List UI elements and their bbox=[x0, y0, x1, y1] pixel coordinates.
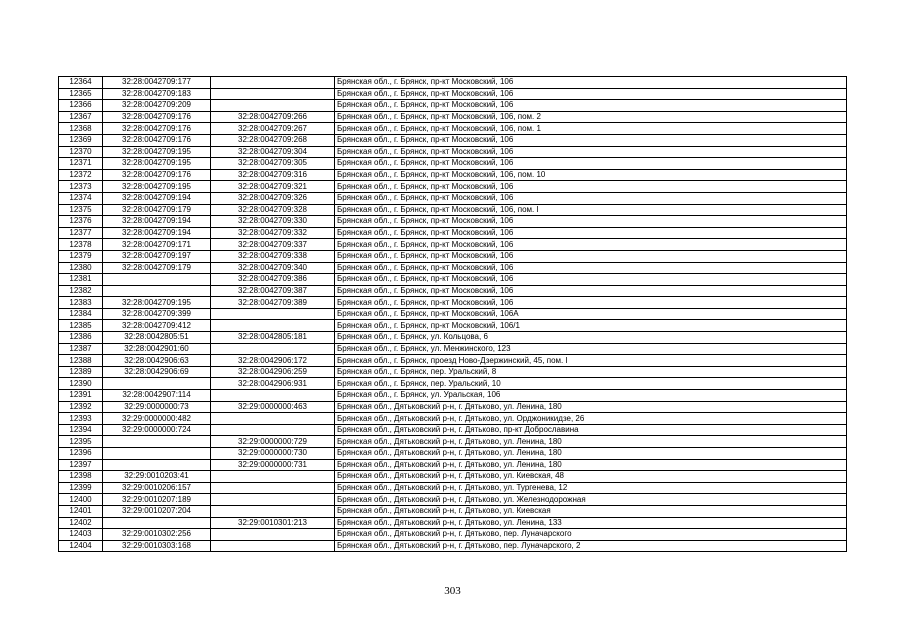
table-row bbox=[59, 517, 847, 529]
row-number-cell: 12383 bbox=[59, 297, 103, 309]
address-cell: Брянская обл., Дятьковский р-н, г. Дятьково, ул. Киевская bbox=[335, 505, 847, 517]
table-row bbox=[59, 494, 847, 506]
parcel-cadastral-number-cell bbox=[103, 459, 211, 471]
address-cell: Брянская обл., г. Брянск, пр-кт Московский, 106 bbox=[335, 146, 847, 158]
address-cell: Брянская обл., Дятьковский р-н, г. Дятьково, пр-кт Доброславина bbox=[335, 424, 847, 436]
table-row bbox=[59, 134, 847, 146]
table-row bbox=[59, 169, 847, 181]
parcel-cadastral-number-cell: 32:28:0042906:63 bbox=[103, 355, 211, 367]
row-number-cell: 12380 bbox=[59, 262, 103, 274]
parcel-cadastral-number-cell: 32:28:0042709:195 bbox=[103, 181, 211, 193]
parcel-cadastral-number-cell: 32:28:0042709:171 bbox=[103, 239, 211, 251]
parcel-cadastral-number-cell: 32:28:0042709:179 bbox=[103, 262, 211, 274]
address-cell: Брянская обл., г. Брянск, пр-кт Московский, 106, пом. 10 bbox=[335, 169, 847, 181]
parcel-cadastral-number-cell: 32:28:0042709:183 bbox=[103, 88, 211, 100]
address-cell: Брянская обл., г. Брянск, пр-кт Московский, 106 bbox=[335, 181, 847, 193]
table-row bbox=[59, 471, 847, 483]
parcel-cadastral-number-cell: 32:29:0010203:41 bbox=[103, 471, 211, 483]
row-number-cell: 12393 bbox=[59, 413, 103, 425]
object-cadastral-number-cell: 32:28:0042709:389 bbox=[211, 297, 335, 309]
row-number-cell: 12399 bbox=[59, 482, 103, 494]
object-cadastral-number-cell: 32:28:0042709:328 bbox=[211, 204, 335, 216]
table-row bbox=[59, 77, 847, 89]
address-cell: Брянская обл., г. Брянск, пр-кт Московский, 106 bbox=[335, 274, 847, 286]
parcel-cadastral-number-cell: 32:28:0042709:176 bbox=[103, 134, 211, 146]
parcel-cadastral-number-cell: 32:29:0010303:168 bbox=[103, 540, 211, 552]
table-row bbox=[59, 146, 847, 158]
address-cell: Брянская обл., Дятьковский р-н, г. Дятьково, ул. Ленина, 133 bbox=[335, 517, 847, 529]
parcel-cadastral-number-cell: 32:28:0042709:195 bbox=[103, 146, 211, 158]
table-row bbox=[59, 123, 847, 135]
address-cell: Брянская обл., Дятьковский р-н, г. Дятьково, пер. Луначарского bbox=[335, 529, 847, 541]
object-cadastral-number-cell: 32:28:0042709:267 bbox=[211, 123, 335, 135]
row-number-cell: 12403 bbox=[59, 529, 103, 541]
address-cell: Брянская обл., г. Брянск, пр-кт Московский, 106 bbox=[335, 100, 847, 112]
row-number-cell: 12404 bbox=[59, 540, 103, 552]
object-cadastral-number-cell: 32:28:0042709:268 bbox=[211, 134, 335, 146]
row-number-cell: 12386 bbox=[59, 332, 103, 344]
table-row bbox=[59, 390, 847, 402]
address-cell: Брянская обл., Дятьковский р-н, г. Дятьково, ул. Киевская, 48 bbox=[335, 471, 847, 483]
parcel-cadastral-number-cell bbox=[103, 448, 211, 460]
address-cell: Брянская обл., г. Брянск, пр-кт Московский, 106 bbox=[335, 250, 847, 262]
table-row bbox=[59, 413, 847, 425]
parcel-cadastral-number-cell: 32:28:0042709:399 bbox=[103, 308, 211, 320]
parcel-cadastral-number-cell: 32:29:0010302:256 bbox=[103, 529, 211, 541]
object-cadastral-number-cell: 32:29:0000000:731 bbox=[211, 459, 335, 471]
page-number: 303 bbox=[444, 585, 461, 597]
object-cadastral-number-cell: 32:28:0042709:330 bbox=[211, 216, 335, 228]
object-cadastral-number-cell bbox=[211, 100, 335, 112]
row-number-cell: 12382 bbox=[59, 285, 103, 297]
table-row bbox=[59, 297, 847, 309]
table-row bbox=[59, 540, 847, 552]
table-row bbox=[59, 308, 847, 320]
object-cadastral-number-cell: 32:28:0042709:387 bbox=[211, 285, 335, 297]
parcel-cadastral-number-cell: 32:28:0042709:179 bbox=[103, 204, 211, 216]
table-row bbox=[59, 250, 847, 262]
row-number-cell: 12392 bbox=[59, 401, 103, 413]
row-number-cell: 12394 bbox=[59, 424, 103, 436]
row-number-cell: 12370 bbox=[59, 146, 103, 158]
address-cell: Брянская обл., г. Брянск, ул. Менжинского, 123 bbox=[335, 343, 847, 355]
row-number-cell: 12389 bbox=[59, 366, 103, 378]
document-page bbox=[58, 76, 846, 552]
object-cadastral-number-cell bbox=[211, 494, 335, 506]
address-cell: Брянская обл., г. Брянск, ул. Кольцова, 6 bbox=[335, 332, 847, 344]
table-row bbox=[59, 100, 847, 112]
row-number-cell: 12391 bbox=[59, 390, 103, 402]
parcel-cadastral-number-cell: 32:28:0042709:195 bbox=[103, 158, 211, 170]
parcel-cadastral-number-cell: 32:28:0042709:176 bbox=[103, 111, 211, 123]
row-number-cell: 12390 bbox=[59, 378, 103, 390]
table-row bbox=[59, 378, 847, 390]
row-number-cell: 12367 bbox=[59, 111, 103, 123]
parcel-cadastral-number-cell: 32:28:0042709:194 bbox=[103, 192, 211, 204]
address-cell: Брянская обл., Дятьковский р-н, г. Дятьково, пер. Луначарского, 2 bbox=[335, 540, 847, 552]
row-number-cell: 12369 bbox=[59, 134, 103, 146]
address-cell: Брянская обл., г. Брянск, пр-кт Московский, 106А bbox=[335, 308, 847, 320]
table-row bbox=[59, 88, 847, 100]
object-cadastral-number-cell bbox=[211, 413, 335, 425]
row-number-cell: 12366 bbox=[59, 100, 103, 112]
parcel-cadastral-number-cell: 32:28:0042709:177 bbox=[103, 77, 211, 89]
address-cell: Брянская обл., г. Брянск, пр-кт Московский, 106 bbox=[335, 158, 847, 170]
table-row bbox=[59, 239, 847, 251]
address-cell: Брянская обл., г. Брянск, пр-кт Московский, 106, пом. I bbox=[335, 204, 847, 216]
object-cadastral-number-cell: 32:28:0042709:305 bbox=[211, 158, 335, 170]
row-number-cell: 12372 bbox=[59, 169, 103, 181]
object-cadastral-number-cell: 32:29:0000000:730 bbox=[211, 448, 335, 460]
parcel-cadastral-number-cell bbox=[103, 285, 211, 297]
table-row bbox=[59, 274, 847, 286]
address-cell: Брянская обл., Дятьковский р-н, г. Дятьково, ул. Железнодорожная bbox=[335, 494, 847, 506]
parcel-cadastral-number-cell: 32:28:0042709:197 bbox=[103, 250, 211, 262]
address-cell: Брянская обл., Дятьковский р-н, г. Дятьково, ул. Тургенева, 12 bbox=[335, 482, 847, 494]
object-cadastral-number-cell: 32:29:0000000:463 bbox=[211, 401, 335, 413]
table-row bbox=[59, 262, 847, 274]
address-cell: Брянская обл., Дятьковский р-н, г. Дятьково, ул. Орджоникидзе, 26 bbox=[335, 413, 847, 425]
parcel-cadastral-number-cell: 32:28:0042709:412 bbox=[103, 320, 211, 332]
table-row bbox=[59, 204, 847, 216]
row-number-cell: 12373 bbox=[59, 181, 103, 193]
table-body bbox=[59, 77, 847, 552]
row-number-cell: 12384 bbox=[59, 308, 103, 320]
object-cadastral-number-cell: 32:28:0042709:332 bbox=[211, 227, 335, 239]
row-number-cell: 12402 bbox=[59, 517, 103, 529]
parcel-cadastral-number-cell bbox=[103, 517, 211, 529]
table-row bbox=[59, 320, 847, 332]
address-cell: Брянская обл., г. Брянск, ул. Уральская, 106 bbox=[335, 390, 847, 402]
object-cadastral-number-cell bbox=[211, 529, 335, 541]
row-number-cell: 12371 bbox=[59, 158, 103, 170]
table-row bbox=[59, 505, 847, 517]
row-number-cell: 12387 bbox=[59, 343, 103, 355]
address-cell: Брянская обл., г. Брянск, пр-кт Московский, 106/1 bbox=[335, 320, 847, 332]
row-number-cell: 12396 bbox=[59, 448, 103, 460]
table-row bbox=[59, 424, 847, 436]
address-cell: Брянская обл., г. Брянск, пер. Уральский, 8 bbox=[335, 366, 847, 378]
parcel-cadastral-number-cell: 32:28:0042901:60 bbox=[103, 343, 211, 355]
row-number-cell: 12377 bbox=[59, 227, 103, 239]
address-cell: Брянская обл., г. Брянск, пр-кт Московский, 106, пом. 1 bbox=[335, 123, 847, 135]
cadastral-table bbox=[58, 76, 847, 552]
table-row bbox=[59, 436, 847, 448]
parcel-cadastral-number-cell: 32:29:0000000:482 bbox=[103, 413, 211, 425]
object-cadastral-number-cell: 32:29:0000000:729 bbox=[211, 436, 335, 448]
parcel-cadastral-number-cell: 32:28:0042709:176 bbox=[103, 123, 211, 135]
object-cadastral-number-cell: 32:28:0042906:259 bbox=[211, 366, 335, 378]
object-cadastral-number-cell bbox=[211, 505, 335, 517]
object-cadastral-number-cell: 32:28:0042906:931 bbox=[211, 378, 335, 390]
row-number-cell: 12374 bbox=[59, 192, 103, 204]
table-row bbox=[59, 343, 847, 355]
parcel-cadastral-number-cell: 32:29:0010207:204 bbox=[103, 505, 211, 517]
object-cadastral-number-cell bbox=[211, 482, 335, 494]
row-number-cell: 12385 bbox=[59, 320, 103, 332]
object-cadastral-number-cell: 32:28:0042805:181 bbox=[211, 332, 335, 344]
table-row bbox=[59, 401, 847, 413]
parcel-cadastral-number-cell: 32:29:0000000:73 bbox=[103, 401, 211, 413]
table-row bbox=[59, 158, 847, 170]
table-row bbox=[59, 366, 847, 378]
object-cadastral-number-cell: 32:28:0042906:172 bbox=[211, 355, 335, 367]
address-cell: Брянская обл., Дятьковский р-н, г. Дятьково, ул. Ленина, 180 bbox=[335, 459, 847, 471]
table-row bbox=[59, 355, 847, 367]
address-cell: Брянская обл., г. Брянск, пр-кт Московский, 106 bbox=[335, 297, 847, 309]
parcel-cadastral-number-cell bbox=[103, 378, 211, 390]
object-cadastral-number-cell: 32:28:0042709:304 bbox=[211, 146, 335, 158]
parcel-cadastral-number-cell: 32:29:0000000:724 bbox=[103, 424, 211, 436]
address-cell: Брянская обл., Дятьковский р-н, г. Дятьково, ул. Ленина, 180 bbox=[335, 448, 847, 460]
parcel-cadastral-number-cell: 32:28:0042709:176 bbox=[103, 169, 211, 181]
object-cadastral-number-cell bbox=[211, 308, 335, 320]
object-cadastral-number-cell bbox=[211, 343, 335, 355]
object-cadastral-number-cell: 32:28:0042709:386 bbox=[211, 274, 335, 286]
object-cadastral-number-cell: 32:28:0042709:338 bbox=[211, 250, 335, 262]
object-cadastral-number-cell bbox=[211, 424, 335, 436]
object-cadastral-number-cell bbox=[211, 540, 335, 552]
object-cadastral-number-cell: 32:28:0042709:266 bbox=[211, 111, 335, 123]
table-row bbox=[59, 529, 847, 541]
address-cell: Брянская обл., г. Брянск, пр-кт Московский, 106 bbox=[335, 262, 847, 274]
row-number-cell: 12400 bbox=[59, 494, 103, 506]
address-cell: Брянская обл., Дятьковский р-н, г. Дятьково, ул. Ленина, 180 bbox=[335, 401, 847, 413]
object-cadastral-number-cell: 32:28:0042709:321 bbox=[211, 181, 335, 193]
parcel-cadastral-number-cell bbox=[103, 436, 211, 448]
object-cadastral-number-cell bbox=[211, 471, 335, 483]
object-cadastral-number-cell bbox=[211, 320, 335, 332]
row-number-cell: 12395 bbox=[59, 436, 103, 448]
table-row bbox=[59, 111, 847, 123]
row-number-cell: 12379 bbox=[59, 250, 103, 262]
row-number-cell: 12401 bbox=[59, 505, 103, 517]
parcel-cadastral-number-cell: 32:28:0042709:209 bbox=[103, 100, 211, 112]
row-number-cell: 12397 bbox=[59, 459, 103, 471]
address-cell: Брянская обл., г. Брянск, пр-кт Московский, 106 bbox=[335, 239, 847, 251]
table-row bbox=[59, 332, 847, 344]
table-row bbox=[59, 181, 847, 193]
object-cadastral-number-cell bbox=[211, 88, 335, 100]
address-cell: Брянская обл., г. Брянск, пр-кт Московский, 106 bbox=[335, 88, 847, 100]
address-cell: Брянская обл., г. Брянск, пр-кт Московский, 106 bbox=[335, 285, 847, 297]
row-number-cell: 12375 bbox=[59, 204, 103, 216]
parcel-cadastral-number-cell: 32:28:0042906:69 bbox=[103, 366, 211, 378]
table-row bbox=[59, 227, 847, 239]
object-cadastral-number-cell: 32:29:0010301:213 bbox=[211, 517, 335, 529]
address-cell: Брянская обл., г. Брянск, пр-кт Московский, 106, пом. 2 bbox=[335, 111, 847, 123]
table-row bbox=[59, 285, 847, 297]
table-row bbox=[59, 448, 847, 460]
row-number-cell: 12376 bbox=[59, 216, 103, 228]
parcel-cadastral-number-cell: 32:28:0042709:194 bbox=[103, 227, 211, 239]
row-number-cell: 12368 bbox=[59, 123, 103, 135]
table-row bbox=[59, 216, 847, 228]
row-number-cell: 12398 bbox=[59, 471, 103, 483]
parcel-cadastral-number-cell: 32:29:0010206:157 bbox=[103, 482, 211, 494]
row-number-cell: 12388 bbox=[59, 355, 103, 367]
object-cadastral-number-cell: 32:28:0042709:326 bbox=[211, 192, 335, 204]
address-cell: Брянская обл., Дятьковский р-н, г. Дятьково, ул. Ленина, 180 bbox=[335, 436, 847, 448]
row-number-cell: 12381 bbox=[59, 274, 103, 286]
address-cell: Брянская обл., г. Брянск, пр-кт Московский, 106 bbox=[335, 134, 847, 146]
object-cadastral-number-cell: 32:28:0042709:337 bbox=[211, 239, 335, 251]
address-cell: Брянская обл., г. Брянск, пр-кт Московский, 106 bbox=[335, 216, 847, 228]
object-cadastral-number-cell: 32:28:0042709:340 bbox=[211, 262, 335, 274]
object-cadastral-number-cell bbox=[211, 390, 335, 402]
parcel-cadastral-number-cell: 32:28:0042709:195 bbox=[103, 297, 211, 309]
object-cadastral-number-cell: 32:28:0042709:316 bbox=[211, 169, 335, 181]
row-number-cell: 12365 bbox=[59, 88, 103, 100]
table-row bbox=[59, 459, 847, 471]
address-cell: Брянская обл., г. Брянск, пр-кт Московский, 106 bbox=[335, 192, 847, 204]
object-cadastral-number-cell bbox=[211, 77, 335, 89]
parcel-cadastral-number-cell: 32:28:0042709:194 bbox=[103, 216, 211, 228]
table-row bbox=[59, 482, 847, 494]
row-number-cell: 12378 bbox=[59, 239, 103, 251]
address-cell: Брянская обл., г. Брянск, пер. Уральский, 10 bbox=[335, 378, 847, 390]
address-cell: Брянская обл., г. Брянск, проезд Ново-Дзержинский, 45, пом. I bbox=[335, 355, 847, 367]
parcel-cadastral-number-cell bbox=[103, 274, 211, 286]
row-number-cell: 12364 bbox=[59, 77, 103, 89]
parcel-cadastral-number-cell: 32:29:0010207:189 bbox=[103, 494, 211, 506]
address-cell: Брянская обл., г. Брянск, пр-кт Московский, 106 bbox=[335, 227, 847, 239]
parcel-cadastral-number-cell: 32:28:0042805:51 bbox=[103, 332, 211, 344]
parcel-cadastral-number-cell: 32:28:0042907:114 bbox=[103, 390, 211, 402]
address-cell: Брянская обл., г. Брянск, пр-кт Московский, 106 bbox=[335, 77, 847, 89]
table-row bbox=[59, 192, 847, 204]
